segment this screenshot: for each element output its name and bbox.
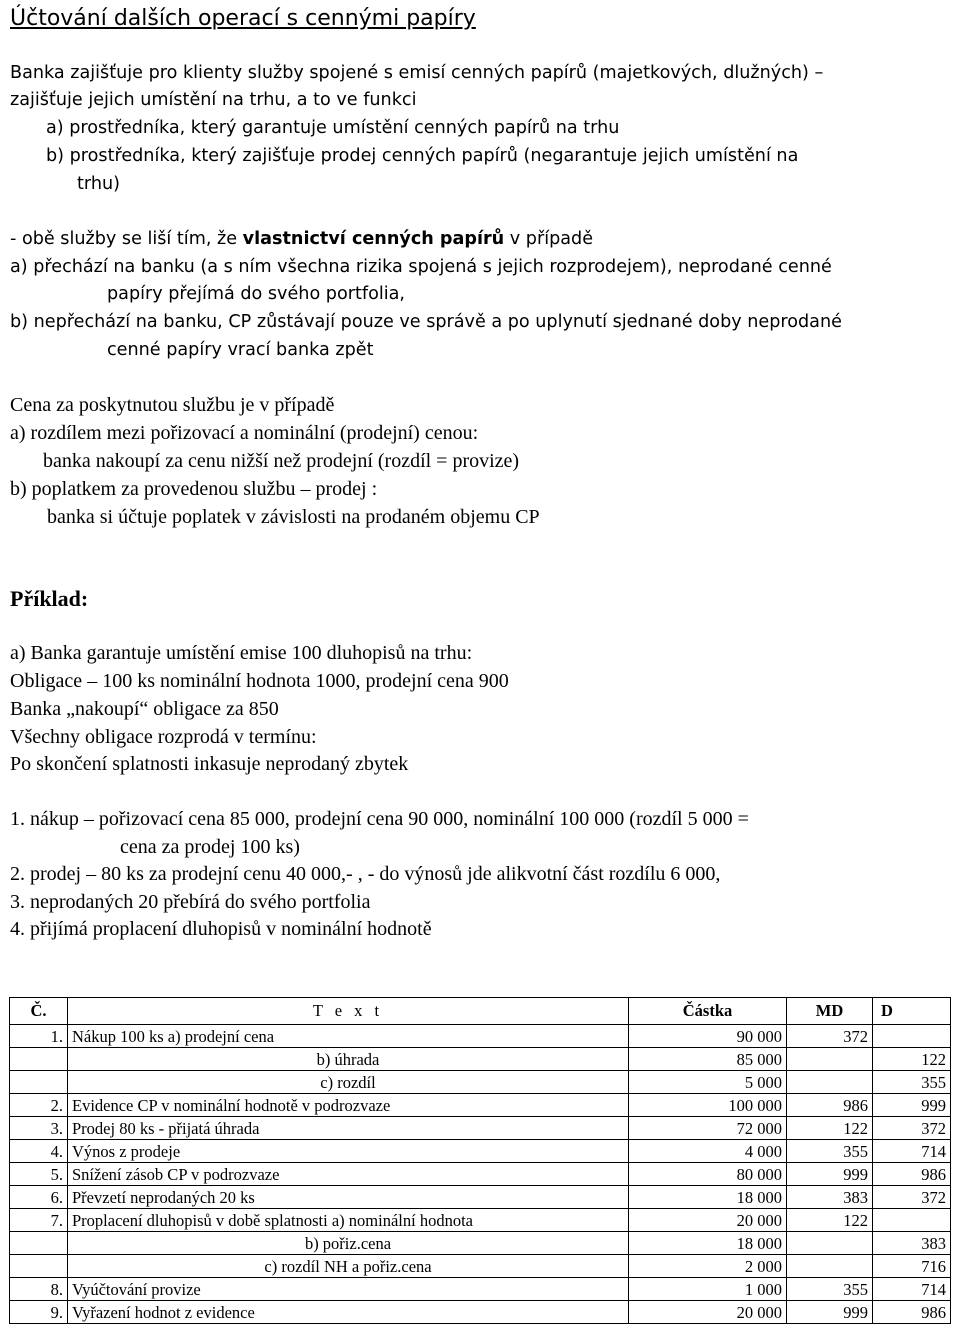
row-d	[873, 1209, 951, 1232]
row-md	[787, 1255, 873, 1278]
row-number	[10, 1071, 68, 1094]
row-number: 4.	[10, 1140, 68, 1163]
row-md: 999	[787, 1301, 873, 1324]
difference-a-line-2: papíry přejímá do svého portfolia,	[107, 284, 405, 304]
row-md	[787, 1071, 873, 1094]
row-amount: 18 000	[629, 1232, 787, 1255]
row-text: Vyřazení hodnot z evidence	[68, 1301, 629, 1324]
intro-item-b-line-1: b) prostředníka, který zajišťuje prodej cenných papírů (negarantuje jejich umístění na	[46, 146, 799, 166]
row-text: b) úhrada	[68, 1048, 629, 1071]
row-number	[10, 1255, 68, 1278]
table-row	[10, 1255, 951, 1278]
row-amount: 1 000	[629, 1278, 787, 1301]
table-row	[10, 1301, 951, 1324]
row-md: 372	[787, 1025, 873, 1048]
price-b: b) poplatkem za provedenou službu – prodej :	[10, 478, 378, 500]
table-row	[10, 1232, 951, 1255]
row-text: Prodej 80 ks - přijatá úhrada	[68, 1117, 629, 1140]
page-title: Účtování dalších operací s cennými papíry	[10, 6, 476, 31]
table-row	[10, 1209, 951, 1232]
intro-item-a: a) prostředníka, který garantuje umístění cenných papírů na trhu	[46, 118, 620, 138]
difference-prefix: - obě služby se liší tím, že	[10, 229, 243, 249]
row-number: 6.	[10, 1186, 68, 1209]
row-d: 372	[873, 1186, 951, 1209]
table-row	[10, 1025, 951, 1048]
row-text: Výnos z prodeje	[68, 1140, 629, 1163]
difference-line	[10, 229, 593, 249]
row-d: 355	[873, 1071, 951, 1094]
table-row	[10, 1071, 951, 1094]
row-d: 714	[873, 1278, 951, 1301]
row-d: 383	[873, 1232, 951, 1255]
row-amount: 85 000	[629, 1048, 787, 1071]
row-number	[10, 1232, 68, 1255]
example-line-5: Po skončení splatnosti inkasuje neprodaný zbytek	[10, 753, 409, 775]
row-amount: 18 000	[629, 1186, 787, 1209]
row-amount: 100 000	[629, 1094, 787, 1117]
intro-line-2: zajišťuje jejich umístění na trhu, a to ve funkci	[10, 90, 417, 110]
row-d: 999	[873, 1094, 951, 1117]
intro-item-b-line-2: trhu)	[77, 174, 120, 194]
row-number: 1.	[10, 1025, 68, 1048]
row-md: 355	[787, 1140, 873, 1163]
difference-a-line-1: a) přechází na banku (a s ním všechna rizika spojená s jejich rozprodejem), neprodané cenné	[10, 257, 832, 277]
example-line-4: Všechny obligace rozprodá v termínu:	[10, 726, 317, 748]
step-2: 2. prodej – 80 ks za prodejní cenu 40 000,- , - do výnosů jde alikvotní část rozdílu 6 000,	[10, 863, 721, 885]
row-amount: 4 000	[629, 1140, 787, 1163]
row-d: 986	[873, 1163, 951, 1186]
row-text: Převzetí neprodaných 20 ks	[68, 1186, 629, 1209]
row-text: c) rozdíl NH a pořiz.cena	[68, 1255, 629, 1278]
row-d: 714	[873, 1140, 951, 1163]
row-number: 2.	[10, 1094, 68, 1117]
price-b-sub: banka si účtuje poplatek v závislosti na prodaném objemu CP	[47, 506, 540, 528]
row-md: 999	[787, 1163, 873, 1186]
row-md: 122	[787, 1209, 873, 1232]
row-amount: 2 000	[629, 1255, 787, 1278]
row-d: 122	[873, 1048, 951, 1071]
step-4: 4. přijímá proplacení dluhopisů v nominální hodnotě	[10, 918, 432, 940]
row-number: 5.	[10, 1163, 68, 1186]
row-amount: 20 000	[629, 1301, 787, 1324]
difference-b-line-1: b) nepřechází na banku, CP zůstávají pouze ve správě a po uplynutí sjednané doby neprodané	[10, 312, 842, 332]
row-number: 7.	[10, 1209, 68, 1232]
row-amount: 80 000	[629, 1163, 787, 1186]
price-a-sub: banka nakoupí za cenu nižší než prodejní (rozdíl = provize)	[43, 450, 520, 472]
accounting-table	[9, 997, 950, 1324]
example-line-2: Obligace – 100 ks nominální hodnota 1000, prodejní cena 900	[10, 670, 509, 692]
header-text: T e x t	[68, 998, 629, 1025]
difference-suffix: v případě	[504, 229, 594, 249]
row-amount: 5 000	[629, 1071, 787, 1094]
row-text: Proplacení dluhopisů v době splatnosti a) nominální hodnota	[68, 1209, 629, 1232]
row-text: Snížení zásob CP v podrozvaze	[68, 1163, 629, 1186]
table-row	[10, 1163, 951, 1186]
row-text: Nákup 100 ks a) prodejní cena	[68, 1025, 629, 1048]
example-line-1: a) Banka garantuje umístění emise 100 dluhopisů na trhu:	[10, 642, 473, 664]
row-d: 372	[873, 1117, 951, 1140]
row-number	[10, 1048, 68, 1071]
step-1-line-2: cena za prodej 100 ks)	[120, 836, 300, 858]
step-3: 3. neprodaných 20 přebírá do svého portfolia	[10, 891, 371, 913]
row-text: Evidence CP v nominální hodnotě v podrozvaze	[68, 1094, 629, 1117]
table-row	[10, 1186, 951, 1209]
difference-b-line-2: cenné papíry vrací banka zpět	[107, 340, 374, 360]
row-d	[873, 1025, 951, 1048]
intro-line-1: Banka zajišťuje pro klienty služby spojené s emisí cenných papírů (majetkových, dlužných) –	[10, 63, 824, 83]
price-a: a) rozdílem mezi pořizovací a nominální (prodejní) cenou:	[10, 422, 479, 444]
row-md: 122	[787, 1117, 873, 1140]
table-body	[10, 1025, 951, 1324]
price-line-1: Cena za poskytnutou službu je v případě	[10, 394, 335, 416]
row-md: 383	[787, 1186, 873, 1209]
step-1-line-1: 1. nákup – pořizovací cena 85 000, prodejní cena 90 000, nominální 100 000 (rozdíl 5 000 =	[10, 808, 749, 830]
row-text: b) pořiz.cena	[68, 1232, 629, 1255]
row-number: 3.	[10, 1117, 68, 1140]
example-heading: Příklad:	[10, 586, 89, 611]
row-amount: 72 000	[629, 1117, 787, 1140]
difference-bold: vlastnictví cenných papírů	[242, 229, 505, 249]
header-number: Č.	[10, 998, 68, 1025]
header-md: MD	[787, 998, 873, 1025]
row-md	[787, 1232, 873, 1255]
example-line-3: Banka „nakoupí“ obligace za 850	[10, 698, 279, 720]
table-row	[10, 1117, 951, 1140]
row-number: 8.	[10, 1278, 68, 1301]
row-d: 716	[873, 1255, 951, 1278]
header-amount: Částka	[629, 998, 787, 1025]
row-md: 355	[787, 1278, 873, 1301]
table-row	[10, 1278, 951, 1301]
row-md: 986	[787, 1094, 873, 1117]
row-d: 986	[873, 1301, 951, 1324]
row-text: Vyúčtování provize	[68, 1278, 629, 1301]
row-amount: 20 000	[629, 1209, 787, 1232]
header-d: D	[873, 998, 951, 1025]
table-row	[10, 1094, 951, 1117]
row-amount: 90 000	[629, 1025, 787, 1048]
table-row	[10, 1140, 951, 1163]
row-number: 9.	[10, 1301, 68, 1324]
row-md	[787, 1048, 873, 1071]
row-text: c) rozdíl	[68, 1071, 629, 1094]
table-row	[10, 1048, 951, 1071]
table-header-row	[10, 998, 951, 1025]
